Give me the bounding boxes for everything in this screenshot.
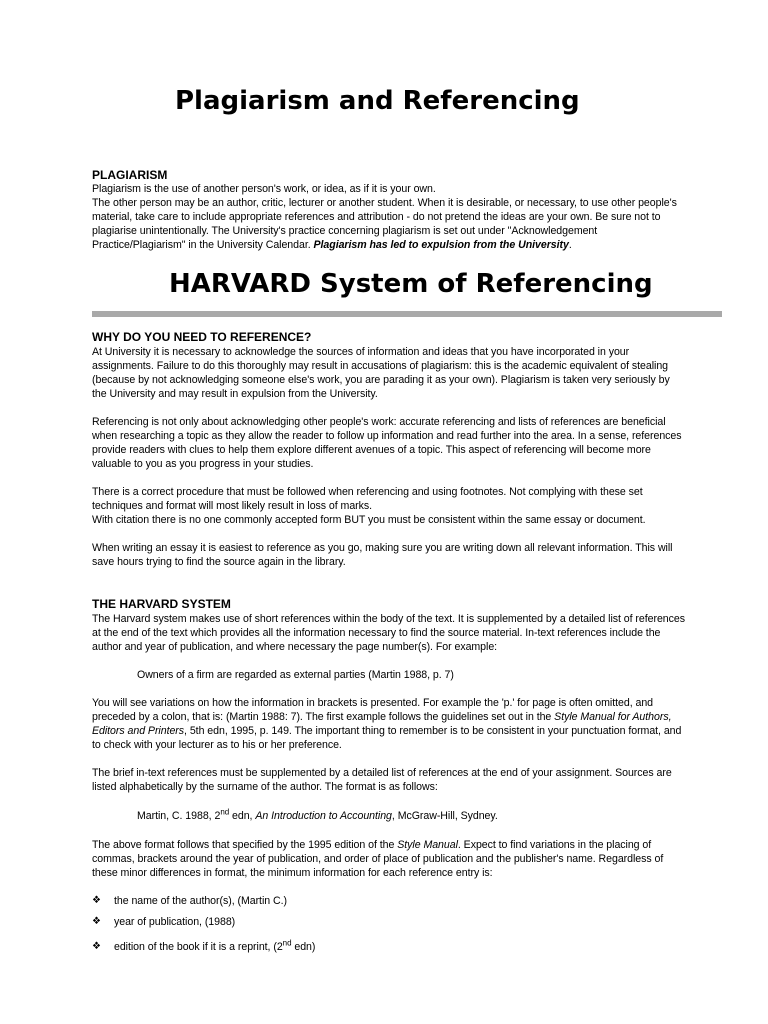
plagiarism-line: plagiarise unintentionally. The University's practice concerning plagiarism is set out under "Acknowledgement xyxy=(92,225,598,237)
example-reference xyxy=(137,809,498,823)
why-line: There is a correct procedure that must be followed when referencing and using footnotes. Not complying with these set xyxy=(92,486,643,498)
harvard-line: these minor differences in format, the minimum information for each reference entry is: xyxy=(92,867,493,879)
harvard-line: The Harvard system makes use of short references within the body of the text. It is supplemented by a detailed list of references xyxy=(92,613,685,625)
style-manual-title-cont: Editors and Printers xyxy=(92,725,185,737)
list-item: year of publication, (1988) xyxy=(114,916,236,928)
example-reference-publisher: , McGraw-Hill, Sydney. xyxy=(391,810,498,822)
harvard-line: listed alphabetically by the surname of the author. The format is as follows: xyxy=(92,781,438,793)
why-line: techniques and format will most likely result in loss of marks. xyxy=(92,500,373,512)
why-line: With citation there is no one commonly accepted form BUT you must be consistent within the same essay or document. xyxy=(92,514,646,526)
why-line: At University it is necessary to acknowledge the sources of information and ideas that you have incorporated in your xyxy=(92,346,630,358)
harvard-line: to check with your lecturer as to his or her preference. xyxy=(92,739,342,751)
page-title: Plagiarism and Referencing xyxy=(175,86,580,116)
diamond-bullet-icon: ❖ xyxy=(92,916,101,927)
harvard-line-text: . Expect to find variations in the placing of xyxy=(457,839,652,851)
harvard-line-text: preceded by a colon, that is: (Martin 1988: 7). The first example follows the guidelines set out in the xyxy=(92,711,555,723)
why-line: Referencing is not only about acknowledging other people's work: accurate referencing and lists of references are beneficial xyxy=(92,416,666,428)
style-manual-title: Style Manual xyxy=(397,839,458,851)
harvard-line: at the end of the text which provides all the information necessary to find the source material. In-text references include the xyxy=(92,627,661,639)
why-line: the University and may result in expulsion from the University. xyxy=(92,388,378,400)
example-reference-title: An Introduction to Accounting xyxy=(255,810,392,822)
harvard-line-text: The above format follows that specified by the 1995 edition of the xyxy=(92,839,398,851)
example-reference-author: Martin, C. 1988, 2 xyxy=(137,810,221,822)
list-item-text-end: edn) xyxy=(291,941,316,953)
harvard-line xyxy=(92,838,651,852)
why-line: when researching a topic as they allow the reader to follow up information and read further into the area. In a sense, references xyxy=(92,430,682,442)
why-line: valuable to you as you progress in your studies. xyxy=(92,458,314,470)
harvard-line: The brief in-text references must be supplemented by a detailed list of references at the end of your assignment. Sources are xyxy=(92,767,672,779)
plagiarism-line-text: Practice/Plagiarism" in the University Calendar. xyxy=(92,239,314,251)
example-citation: Owners of a firm are regarded as external parties (Martin 1988, p. 7) xyxy=(137,669,454,681)
list-item: the name of the author(s), (Martin C.) xyxy=(114,895,287,907)
why-line: (because by not acknowledging someone else's work, you are parading it as your own). Plagiarism is taken very seriously by xyxy=(92,374,670,386)
why-line: When writing an essay it is easiest to reference as you go, making sure you are writing down all relevant information. This will xyxy=(92,542,673,554)
harvard-line: commas, brackets around the year of publication, and order of place of publication and the publisher's name. Regardless of xyxy=(92,853,664,865)
style-manual-title: Style Manual for Authors, xyxy=(554,711,672,723)
section-divider xyxy=(92,311,722,317)
plagiarism-line: The other person may be an author, critic, lecturer or another student. When it is desirable, or necessary, to use other people's xyxy=(92,197,677,209)
plagiarism-heading: PLAGIARISM xyxy=(92,168,168,182)
plagiarism-warning: Plagiarism has led to expulsion from the University xyxy=(313,239,569,251)
example-reference-sup: nd xyxy=(220,807,230,817)
harvard-line: author and year of publication, and where necessary the page number(s). For example: xyxy=(92,641,498,653)
list-item-text: edition of the book if it is a reprint, (2 xyxy=(114,941,283,953)
harvard-line xyxy=(92,710,671,724)
harvard-line xyxy=(92,724,681,738)
why-line: provide readers with clues to help them explore different avenues of a topic. This aspect of referencing will become more xyxy=(92,444,651,456)
plagiarism-line-end: . xyxy=(568,239,572,251)
why-line: save hours trying to find the source again in the library. xyxy=(92,556,346,568)
list-item xyxy=(114,940,315,954)
harvard-line: You will see variations on how the information in brackets is presented. For example the 'p.' for page is often omitted, and xyxy=(92,697,654,709)
diamond-bullet-icon: ❖ xyxy=(92,941,101,952)
list-item-sup: nd xyxy=(282,938,292,948)
harvard-line-text: , 5th edn, 1995, p. 149. The important thing to remember is to be consistent in your punctuation format, and xyxy=(184,725,682,737)
plagiarism-line xyxy=(92,238,572,252)
diamond-bullet-icon: ❖ xyxy=(92,895,101,906)
harvard-title: HARVARD System of Referencing xyxy=(169,269,653,299)
plagiarism-line: material, take care to include appropriate references and attribution - do not pretend the ideas are your own. Be sure not to xyxy=(92,211,661,223)
why-heading: WHY DO YOU NEED TO REFERENCE? xyxy=(92,330,312,344)
why-line: assignments. Failure to do this thoroughly may result in accusations of plagiarism: this is the academic equivalent of stealing xyxy=(92,360,669,372)
plagiarism-line: Plagiarism is the use of another person's work, or idea, as if it is your own. xyxy=(92,183,436,195)
harvard-heading: THE HARVARD SYSTEM xyxy=(92,597,231,611)
example-reference-edn: edn, xyxy=(229,810,256,822)
